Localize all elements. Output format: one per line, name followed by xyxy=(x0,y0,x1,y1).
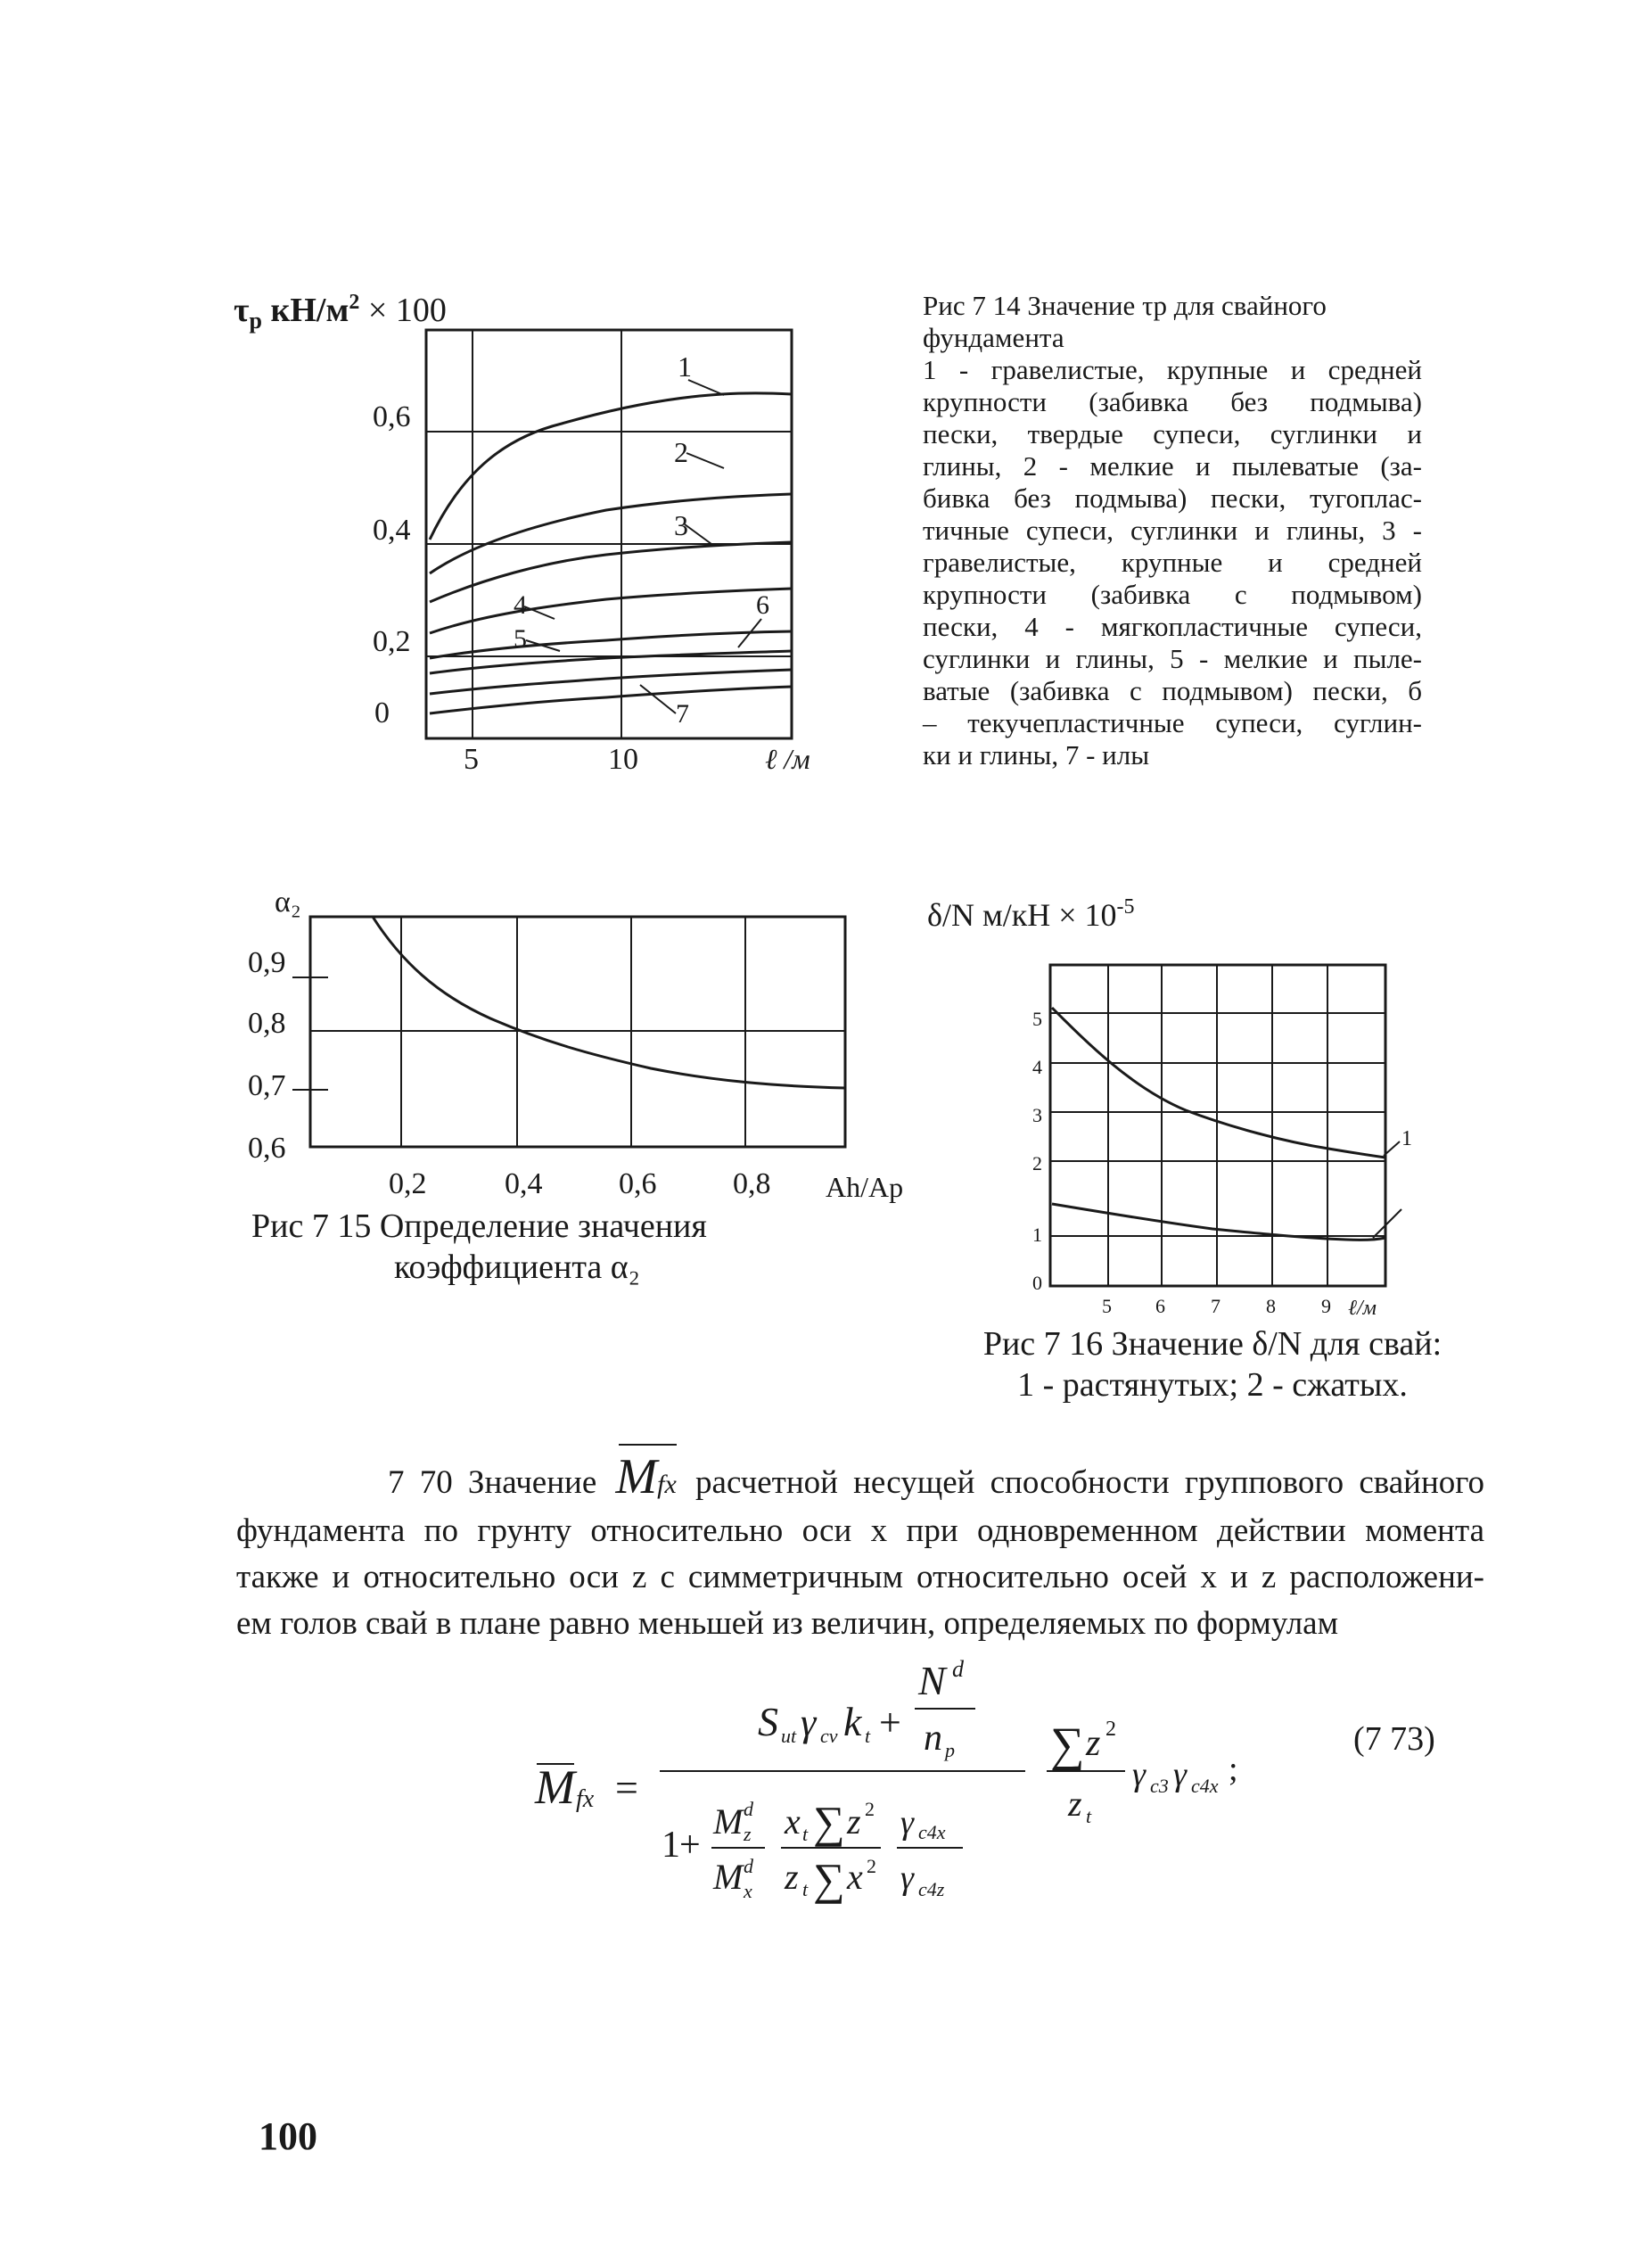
fig16-x-tick-label: 8 xyxy=(1266,1295,1276,1317)
svg-text:γ: γ xyxy=(900,1859,914,1897)
svg-text:+: + xyxy=(679,1825,701,1866)
caption-line: суглинки и глины, 5 - мелкие и пыле- xyxy=(923,643,1422,674)
figure-7-16-caption xyxy=(963,1323,1462,1405)
fig14-curve-4 xyxy=(430,589,792,633)
caption-line: 1 - растянутых; 2 - сжатых. xyxy=(1017,1366,1408,1404)
fig15-curve xyxy=(373,917,845,1088)
fig14-curve-label: 5 xyxy=(514,624,527,654)
fig16-y-tick-label: 5 xyxy=(1032,1008,1042,1030)
fig16-y-tick-label: 4 xyxy=(1032,1056,1042,1078)
svg-text:c3: c3 xyxy=(1150,1775,1169,1797)
caption-line: крупности (забивка без подмыва) xyxy=(923,386,1422,417)
fig15-y-axis-label: α₂ xyxy=(275,886,301,919)
caption-line: пески, твердые супеси, суглинки и xyxy=(923,418,1422,449)
svg-text:z: z xyxy=(847,1801,861,1842)
fig14-curve-label: 3 xyxy=(674,509,688,541)
fig14-curve-1 xyxy=(430,393,792,540)
svg-text:z: z xyxy=(1086,1723,1101,1764)
caption-line: бивка без подмыва) пески, тугоплас- xyxy=(923,482,1422,514)
svg-text:γ: γ xyxy=(900,1804,914,1842)
svg-text:d: d xyxy=(744,1798,753,1820)
svg-text:z: z xyxy=(785,1857,799,1897)
fig14-y-tick-label: 0,2 xyxy=(373,625,411,658)
svg-text:p: p xyxy=(945,1739,955,1761)
svg-text:k: k xyxy=(843,1699,862,1744)
fig14-y-tick-label: 0,4 xyxy=(373,514,411,547)
svg-text:2: 2 xyxy=(865,1798,875,1820)
svg-text:∑: ∑ xyxy=(813,1797,845,1847)
fig15-y-tick-label: 0,7 xyxy=(248,1069,286,1102)
paragraph-line: также и относительно оси z с симметричным относительно осей x и z расположени- xyxy=(236,1559,1484,1595)
figure-7-15-caption xyxy=(251,1206,707,1288)
svg-text:∑: ∑ xyxy=(1050,1718,1085,1771)
svg-text:c4z: c4z xyxy=(918,1878,945,1900)
caption-line: фундамента xyxy=(923,322,1064,353)
figure-7-14-caption xyxy=(923,290,1422,771)
fig15-x-tick-label: 0,4 xyxy=(505,1167,543,1200)
fig15-x-tick-label: 0,6 xyxy=(619,1167,657,1200)
m-fx-symbol: Mfx xyxy=(612,1449,679,1504)
svg-text:d: d xyxy=(952,1656,964,1682)
body-paragraph xyxy=(236,1449,1485,1647)
fig14-y-tick-label: 0,6 xyxy=(373,400,411,433)
fig16-x-tick-label: 9 xyxy=(1321,1295,1331,1317)
formula-7-73 xyxy=(526,1650,1311,1908)
fig14-curve-label: 6 xyxy=(756,590,769,620)
svg-text:M: M xyxy=(713,1857,744,1897)
fig15-y-tick-label: 0,6 xyxy=(248,1132,286,1165)
equation-number: (7 73) xyxy=(1353,1720,1435,1758)
fig16-curve-2-leader xyxy=(1373,1209,1401,1238)
svg-text:M: M xyxy=(713,1801,744,1842)
fig15-y-tick-label: 0,8 xyxy=(248,1007,286,1040)
svg-text:n: n xyxy=(924,1718,942,1759)
svg-text:x: x xyxy=(744,1880,752,1902)
svg-text:ut: ut xyxy=(781,1725,797,1747)
caption-line: Рис 7 16 Значение δ/N для свай: xyxy=(982,1325,1442,1363)
svg-text:t: t xyxy=(1086,1805,1092,1827)
svg-text:t: t xyxy=(865,1725,871,1747)
svg-text:N: N xyxy=(918,1658,946,1703)
fig15-x-axis-label: Ah/Ap xyxy=(826,1171,904,1203)
svg-text:M: M xyxy=(535,1760,575,1814)
fig14-curve-label: 2 xyxy=(674,436,688,468)
caption-line: ки и глины, 7 - илы xyxy=(923,739,1150,771)
fig16-curve-label: 1 xyxy=(1401,1127,1412,1150)
fig16-x-tick-label: 7 xyxy=(1211,1295,1221,1317)
page-number: 100 xyxy=(259,2114,317,2158)
fig15-x-tick-label: 0,2 xyxy=(389,1167,427,1200)
fig14-curve-label: 7 xyxy=(676,699,689,729)
fig16-y-tick-label: 2 xyxy=(1032,1152,1042,1174)
svg-text:;: ; xyxy=(1229,1751,1238,1788)
svg-text:x: x xyxy=(785,1801,801,1842)
fig14-curve-8 xyxy=(430,687,792,713)
svg-text:x: x xyxy=(847,1857,863,1897)
paragraph-line: фундамента по грунту относительно оси x при одновременном действии момента xyxy=(236,1512,1484,1549)
caption-line: крупности (забивка с подмывом) xyxy=(923,579,1422,610)
figure-7-14 xyxy=(223,276,847,785)
fig16-x-tick-label: 5 xyxy=(1102,1295,1112,1317)
svg-text:∑: ∑ xyxy=(813,1854,845,1904)
fig14-curve-6 xyxy=(430,651,792,673)
svg-text:z: z xyxy=(744,1823,752,1845)
caption-line: – текучепластичные супеси, суглин- xyxy=(923,707,1422,738)
caption-line: Рис 7 15 Определение значения xyxy=(251,1207,707,1245)
fig14-x-axis-label: ℓ /м xyxy=(765,743,810,775)
svg-text:c4x: c4x xyxy=(1191,1775,1219,1797)
svg-text:c4x: c4x xyxy=(918,1821,946,1843)
paragraph-line: ем голов свай в плане равно меньшей из величин, определяемых по формулам xyxy=(236,1605,1338,1642)
fig16-y-tick-label: 0 xyxy=(1032,1272,1042,1294)
fig16-curve-2 xyxy=(1052,1204,1385,1240)
fig14-curve-3 xyxy=(430,542,792,602)
fig14-x-tick-label: 10 xyxy=(608,743,638,776)
fig14-plot-frame xyxy=(426,330,792,738)
svg-text:fx: fx xyxy=(576,1785,595,1813)
svg-text:d: d xyxy=(744,1855,753,1877)
fig15-y-tick-label: 0,9 xyxy=(248,946,286,979)
svg-text:+: + xyxy=(879,1701,901,1744)
caption-line: Рис 7 14 Значение τр для свайного xyxy=(923,290,1327,321)
fig14-x-tick-label: 5 xyxy=(464,743,479,776)
svg-text:=: = xyxy=(615,1765,638,1810)
caption-line: гравелистые, крупные и средней xyxy=(923,547,1422,578)
svg-text:z: z xyxy=(1068,1784,1082,1824)
fig16-x-tick-label: 6 xyxy=(1155,1295,1165,1317)
figure-7-15 xyxy=(232,883,945,1204)
svg-text:t: t xyxy=(802,1878,809,1900)
caption-line: тичные супеси, суглинки и глины, 3 - xyxy=(923,515,1422,546)
fig14-curve-2 xyxy=(430,494,792,573)
caption-line: пески, 4 - мягкопластичные супеси, xyxy=(923,611,1422,642)
fig14-curve-label: 1 xyxy=(678,350,692,383)
caption-line: коэффициента α₂ xyxy=(394,1248,640,1286)
fig14-y-tick-label: 0 xyxy=(374,696,390,729)
fig15-x-tick-label: 0,8 xyxy=(733,1167,771,1200)
svg-text:γ: γ xyxy=(1132,1756,1146,1793)
fig16-curve-1 xyxy=(1052,1008,1385,1158)
svg-text:1: 1 xyxy=(662,1825,680,1866)
fig14-curve-label: 4 xyxy=(514,590,527,620)
svg-text:γ: γ xyxy=(1173,1756,1187,1793)
caption-line: ватые (забивка с подмывом) пески, б xyxy=(923,675,1422,706)
caption-line: глины, 2 - мелкие и пылеватые (за- xyxy=(923,450,1422,482)
paragraph-line: 7 70 Значение Mfx расчетной несущей способности группового свайного xyxy=(236,1454,1484,1508)
svg-text:t: t xyxy=(802,1823,809,1845)
svg-text:cv: cv xyxy=(820,1725,838,1747)
fig16-y-axis-label: δ/N $м/кН \times 10^{-5}$ xyxy=(927,895,1135,933)
fig16-y-tick-label: 1 xyxy=(1032,1224,1042,1246)
figure-7-16 xyxy=(927,892,1426,1320)
svg-text:S: S xyxy=(758,1699,778,1744)
caption-line: 1 - гравелистые, крупные и средней xyxy=(923,354,1422,385)
svg-text:2: 2 xyxy=(1105,1718,1116,1741)
fig16-x-axis-label: ℓ/м xyxy=(1348,1297,1377,1320)
fig14-y-axis-label: $\tau_р$ $кН/м^2 \times 100$ xyxy=(234,291,447,334)
svg-text:2: 2 xyxy=(867,1855,876,1877)
svg-text:γ: γ xyxy=(801,1701,817,1744)
fig16-y-tick-label: 3 xyxy=(1032,1104,1042,1126)
